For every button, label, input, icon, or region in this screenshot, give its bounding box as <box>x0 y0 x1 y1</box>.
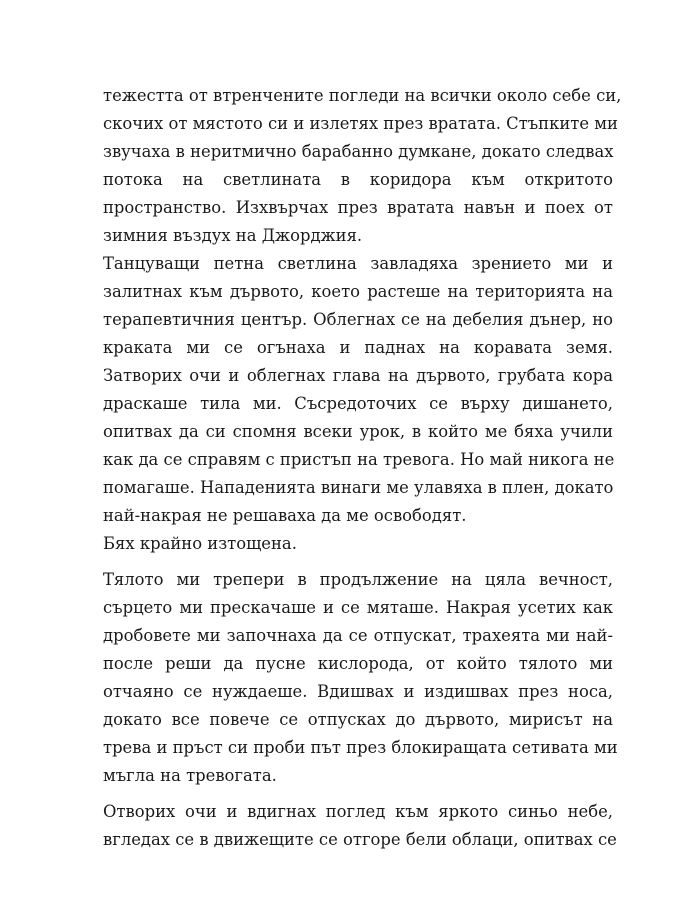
text-line: звучаха в неритмично барабанно думкане, докато следвах <box>103 142 614 161</box>
text-line: скочих от мястото си и излетях през вратата. Стъпките ми <box>103 114 618 133</box>
text-line: Бях крайно изтощена. <box>103 534 297 553</box>
text-line: вгледах се в движещите се отгоре бели облаци, опитвах се <box>103 830 617 849</box>
text-line: пространство. Изхвърчах през вратата навън и поех от <box>103 198 613 217</box>
text-line: потока на светлината в коридора към откритото <box>103 170 613 189</box>
paragraph-gap <box>103 558 613 566</box>
text-line: драскаше тила ми. Съсредоточих се върху дишането, <box>103 394 613 413</box>
body-text <box>103 82 622 854</box>
paragraph <box>103 798 617 854</box>
paragraph <box>103 82 622 250</box>
text-line: трева и пръст си проби път през блокиращата сетивата ми <box>103 738 618 757</box>
text-line: Отворих очи и вдигнах поглед към яркото синьо небе, <box>103 802 613 821</box>
text-line: залитнах към дървото, което растеше на територията на <box>103 282 613 301</box>
paragraph <box>103 566 618 790</box>
text-line: дробовете ми започнаха да се отпускат, трахеята ми най- <box>103 626 613 645</box>
text-line: терапевтичния център. Облегнах се на дебелия дънер, но <box>103 310 613 329</box>
text-line: сърцето ми прескачаше и се мяташе. Накрая усетих как <box>103 598 613 617</box>
text-line: помагаше. Нападенията винаги ме улавяха в плен, докато <box>103 478 614 497</box>
text-line: как да се справям с пристъп на тревога. Но май никога не <box>103 450 615 469</box>
text-line: после реши да пусне кислорода, от който тялото ми <box>103 654 613 673</box>
paragraph <box>103 250 613 530</box>
text-line: Тялото ми трепери в продължение на цяла вечност, <box>103 570 613 589</box>
text-line: опитвах да си спомня всеки урок, в който ме бяха учили <box>103 422 613 441</box>
text-line: краката ми се огънаха и паднах на коравата земя. <box>103 338 613 357</box>
paragraph <box>103 530 613 558</box>
text-line: Затворих очи и облегнах глава на дървото, грубата кора <box>103 366 613 385</box>
text-line: зимния въздух на Джорджия. <box>103 226 363 245</box>
text-line: мъгла на тревогата. <box>103 766 277 785</box>
text-line: докато все повече се отпусках до дървото, мирисът на <box>103 710 613 729</box>
text-line: най-накрая не решаваха да ме освободят. <box>103 506 467 525</box>
paragraph-gap <box>103 790 613 798</box>
text-line: тежестта от втренчените погледи на всички около себе си, <box>103 86 622 105</box>
text-line: Танцуващи петна светлина завладяха зрението ми и <box>103 254 613 273</box>
text-line: отчаяно се нуждаеше. Вдишвах и издишвах през носа, <box>103 682 613 701</box>
